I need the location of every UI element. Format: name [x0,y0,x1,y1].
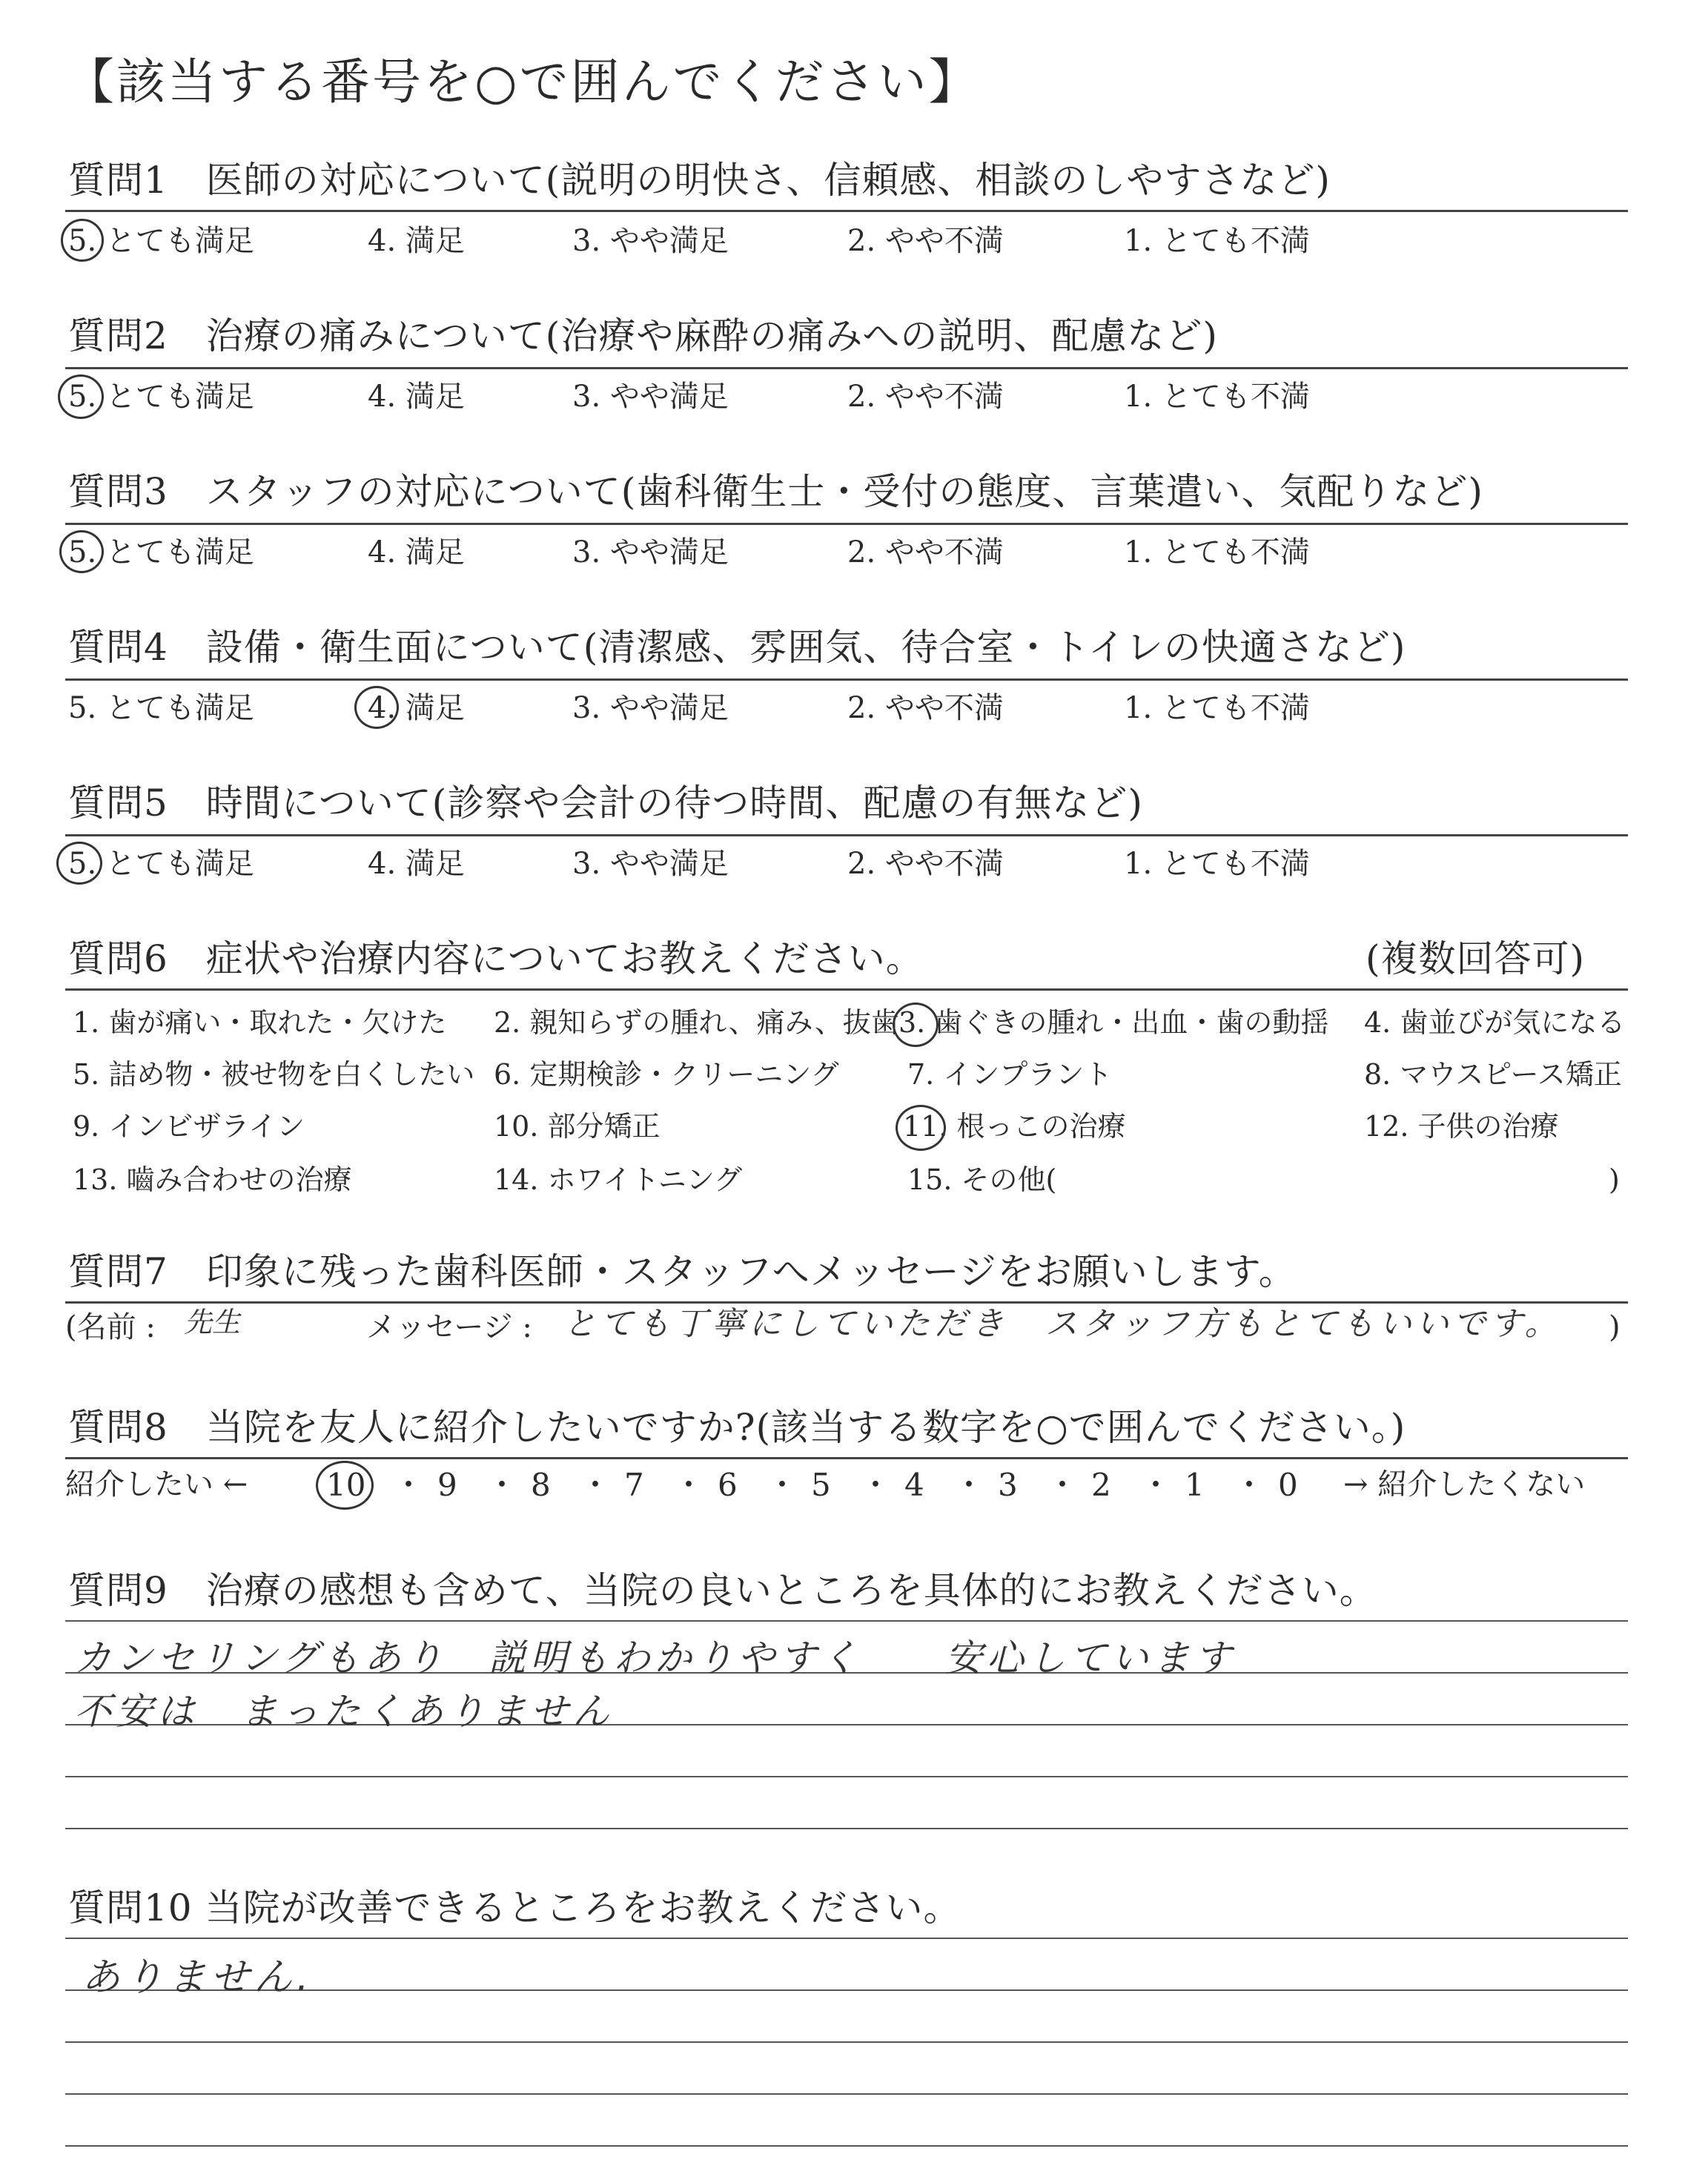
writing-line [65,1620,1628,1622]
selection-circle [893,1003,939,1047]
message-label: メッセージ : [366,1310,532,1344]
q2-option-2[interactable]: 2. やや不満 [847,380,1004,414]
writing-line [65,1938,1628,1939]
question-6-heading: 質問6 症状や治療内容についてお教えください。 [68,937,924,980]
scale-separator: ・ [393,1467,425,1503]
scale-6[interactable]: 6 [718,1467,738,1503]
q2-option-4[interactable]: 4. 満足 [368,380,465,414]
page-title: 【該当する番号を○で囲んでください】 [65,53,980,110]
q3-option-3[interactable]: 3. やや満足 [572,535,729,569]
q4-option-3[interactable]: 3. やや満足 [572,691,729,725]
q6-option-1[interactable]: 1. 歯が痛い・取れた・欠けた [73,1006,447,1039]
message-close: ) [1609,1310,1621,1344]
q2-option-1[interactable]: 1. とても不満 [1124,380,1310,414]
q2-option-5[interactable]: 5. とても満足 [68,380,254,414]
name-value[interactable]: 先生 [184,1306,241,1338]
question-2-heading: 質問2 治療の痛みについて(治療や麻酔の痛みへの説明、配慮など) [68,314,1218,357]
scale-2[interactable]: 2 [1091,1467,1111,1503]
question-9-heading: 質問9 治療の感想も含めて、当院の良いところを具体的にお教えください。 [68,1569,1377,1612]
q4-option-4[interactable]: 4. 満足 [368,691,465,725]
divider [65,988,1628,991]
selection-circle [354,686,399,729]
scale-separator: ・ [767,1467,798,1503]
scale-separator: ・ [953,1467,985,1503]
scale-separator: ・ [860,1467,892,1503]
divider [65,678,1628,681]
scale-8[interactable]: 8 [531,1467,551,1503]
q10-answer-line-1[interactable]: ありません. [82,1955,314,2000]
q6-option-3[interactable]: 3. 歯ぐきの腫れ・出血・歯の動揺 [898,1006,1329,1039]
scale-separator: ・ [1047,1467,1079,1503]
scale-separator: ・ [673,1467,705,1503]
q5-option-4[interactable]: 4. 満足 [368,847,465,881]
q6-option-9[interactable]: 9. インビザライン [73,1110,305,1143]
q6-option-15[interactable]: 15. その他( [907,1163,1057,1196]
q6-option-7[interactable]: 7. インプラント [907,1058,1113,1091]
recommend-left-label: 紹介したい ← [65,1467,248,1502]
question-8-heading: 質問8 当院を友人に紹介したいですか?(該当する数字を○で囲んでください。) [68,1406,1406,1449]
q4-option-5[interactable]: 5. とても満足 [68,691,254,725]
multiple-answers-note: (複数回答可) [1366,937,1586,980]
divider [65,210,1628,212]
question-1-heading: 質問1 医師の対応について(説明の明快さ、信頼感、相談のしやすさなど) [68,159,1331,202]
q6-option-8[interactable]: 8. マウスピース矯正 [1364,1058,1622,1091]
selection-circle [316,1461,374,1510]
q4-option-2[interactable]: 2. やや不満 [847,691,1004,725]
q1-option-4[interactable]: 4. 満足 [368,224,465,258]
q5-option-5[interactable]: 5. とても満足 [68,847,254,881]
selection-circle [61,219,104,262]
q5-option-1[interactable]: 1. とても不満 [1124,847,1310,881]
selection-circle [896,1105,946,1151]
q2-option-3[interactable]: 3. やや満足 [572,380,729,414]
selection-circle [58,374,104,419]
question-5-heading: 質問5 時間について(診察や会計の待つ時間、配慮の有無など) [68,782,1143,825]
scale-0[interactable]: 0 [1278,1467,1298,1503]
divider [65,1301,1628,1304]
scale-4[interactable]: 4 [904,1467,924,1503]
scale-separator: ・ [580,1467,612,1503]
q6-option-4[interactable]: 4. 歯並びが気になる [1364,1006,1626,1039]
q5-option-3[interactable]: 3. やや満足 [572,847,729,881]
scale-9[interactable]: 9 [437,1467,457,1503]
q1-option-5[interactable]: 5. とても満足 [68,224,254,258]
q6-option-5[interactable]: 5. 詰め物・被せ物を白くしたい [73,1058,475,1091]
recommend-right-label: → 紹介したくない [1343,1467,1586,1502]
scale-separator: ・ [486,1467,518,1503]
name-label: (名前 : [65,1310,156,1344]
scale-5[interactable]: 5 [811,1467,831,1503]
writing-line [65,1828,1628,1829]
q9-answer-line-1[interactable]: カンセリングもあり 説明もわかりやすく 安心しています [74,1636,1236,1680]
question-10-heading: 質問10 当院が改善できるところをお教えください。 [68,1886,961,1929]
divider [65,834,1628,836]
writing-line [65,2093,1628,2095]
writing-line [65,2145,1628,2147]
scale-10[interactable]: 10 [326,1467,366,1503]
scale-7[interactable]: 7 [624,1467,644,1503]
q6-option-10[interactable]: 10. 部分矯正 [494,1110,661,1143]
q3-option-2[interactable]: 2. やや不満 [847,535,1004,569]
selection-circle [56,842,102,885]
writing-line [65,2041,1628,2043]
scale-1[interactable]: 1 [1185,1467,1205,1503]
q6-option-13[interactable]: 13. 嚙み合わせの治療 [73,1163,352,1196]
q6-option-2[interactable]: 2. 親知らずの腫れ、痛み、抜歯 [494,1006,899,1039]
writing-line [65,1776,1628,1777]
scale-3[interactable]: 3 [998,1467,1018,1503]
scale-separator: ・ [1140,1467,1172,1503]
q3-option-1[interactable]: 1. とても不満 [1124,535,1310,569]
question-4-heading: 質問4 設備・衛生面について(清潔感、雰囲気、待合室・トイレの快適さなど) [68,626,1406,669]
q9-answer-line-2[interactable]: 不安は まったくありません [74,1690,614,1733]
message-value[interactable]: とても丁寧にしていただき スタッフ方もとてもいいです。 [563,1305,1562,1343]
scale-separator: ・ [1234,1467,1265,1503]
q6-option-12[interactable]: 12. 子供の治療 [1364,1110,1559,1143]
divider [65,523,1628,525]
q3-option-5[interactable]: 5. とても満足 [68,535,254,569]
q6-option-6[interactable]: 6. 定期検診・クリーニング [494,1058,839,1091]
q4-option-1[interactable]: 1. とても不満 [1124,691,1310,725]
q1-option-2[interactable]: 2. やや不満 [847,224,1004,258]
q6-option-14[interactable]: 14. ホワイトニング [494,1163,743,1196]
q1-option-3[interactable]: 3. やや満足 [572,224,729,258]
q1-option-1[interactable]: 1. とても不満 [1124,224,1310,258]
q6-option-11[interactable]: 11. 根っこの治療 [903,1110,1126,1143]
q5-option-2[interactable]: 2. やや不満 [847,847,1004,881]
selection-circle [59,530,104,573]
q6-option-15-close: ) [1609,1163,1620,1196]
divider [65,1457,1628,1459]
divider [65,367,1628,369]
q3-option-4[interactable]: 4. 満足 [368,535,465,569]
question-7-heading: 質問7 印象に残った歯科医師・スタッフへメッセージをお願いします。 [68,1250,1297,1293]
question-3-heading: 質問3 スタッフの対応について(歯科衛生士・受付の態度、言葉遣い、気配りなど) [68,470,1483,513]
